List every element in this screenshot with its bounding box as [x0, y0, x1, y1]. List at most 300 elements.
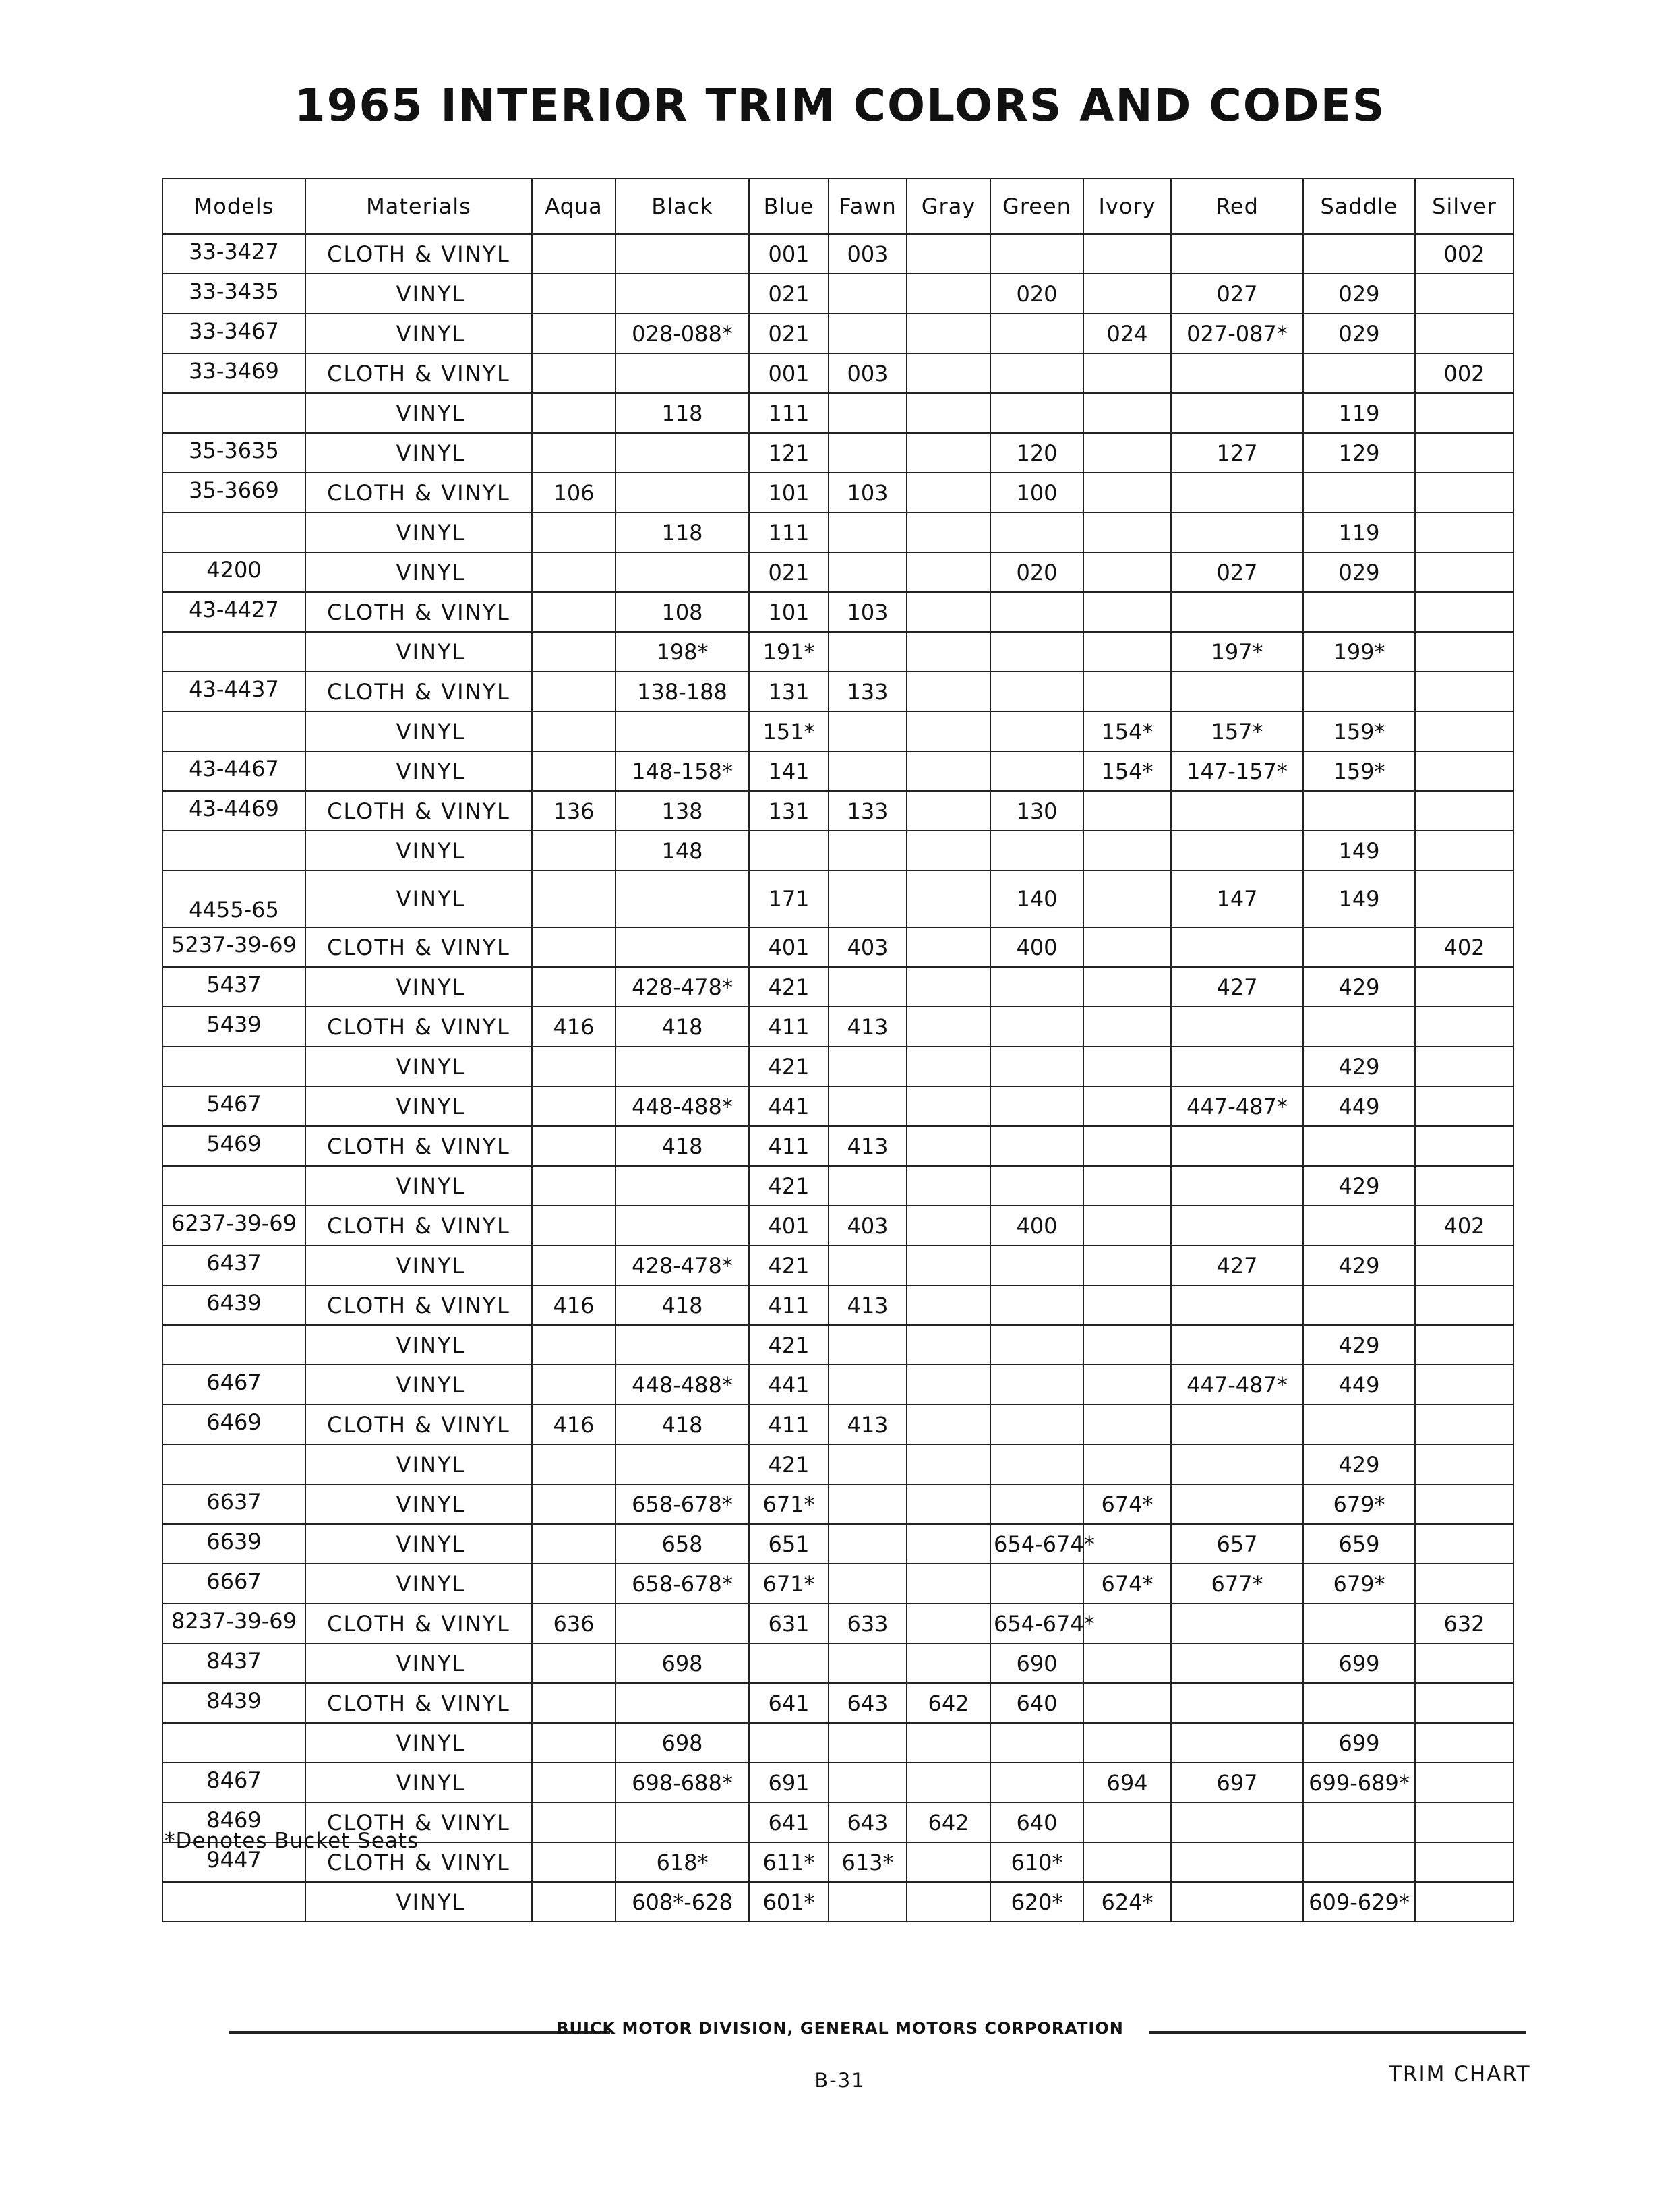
- trim-code-cell: [1415, 1842, 1513, 1882]
- trim-code-cell: [532, 831, 616, 871]
- trim-code-cell: [532, 632, 616, 672]
- trim-code-cell: [907, 1365, 990, 1405]
- trim-code-cell: [532, 512, 616, 552]
- trim-code-cell: [829, 1047, 907, 1086]
- model-cell: [162, 831, 305, 871]
- trim-code-cell: 024: [1083, 314, 1171, 353]
- trim-code-cell: [532, 672, 616, 711]
- trim-code-cell: [1083, 473, 1171, 512]
- trim-code-cell: [1415, 512, 1513, 552]
- table-row: [162, 1245, 1513, 1285]
- trim-code-cell: [1303, 791, 1415, 831]
- trim-code-cell: [532, 1882, 616, 1922]
- trim-code-cell: [1083, 1802, 1171, 1842]
- trim-code-cell: 421: [749, 1325, 829, 1365]
- material-cell: VINYL: [305, 1484, 532, 1524]
- trim-code-cell: [532, 1802, 616, 1842]
- trim-code-cell: 641: [749, 1802, 829, 1842]
- trim-code-cell: [1171, 1405, 1303, 1444]
- trim-code-cell: [829, 1723, 907, 1763]
- trim-code-cell: 640: [990, 1683, 1083, 1723]
- trim-code-cell: [1415, 967, 1513, 1007]
- trim-code-cell: 136: [532, 791, 616, 831]
- trim-code-cell: 411: [749, 1007, 829, 1047]
- trim-code-cell: [1083, 967, 1171, 1007]
- trim-code-cell: 658-678*: [616, 1484, 749, 1524]
- material-cell: VINYL: [305, 1245, 532, 1285]
- material-cell: VINYL: [305, 1325, 532, 1365]
- trim-code-cell: [1171, 672, 1303, 711]
- trim-code-cell: [1171, 1604, 1303, 1643]
- trim-code-cell: [1303, 1126, 1415, 1166]
- trim-code-cell: [829, 433, 907, 473]
- table-row: [162, 393, 1513, 433]
- trim-code-cell: [829, 552, 907, 592]
- trim-code-cell: [1415, 1245, 1513, 1285]
- trim-code-cell: [1415, 1086, 1513, 1126]
- material-cell: VINYL: [305, 1643, 532, 1683]
- trim-code-cell: [532, 274, 616, 314]
- trim-code-cell: 100: [990, 473, 1083, 512]
- trim-code-cell: [990, 1285, 1083, 1325]
- trim-code-cell: 427: [1171, 1245, 1303, 1285]
- trim-code-cell: [907, 831, 990, 871]
- trim-code-cell: [990, 1484, 1083, 1524]
- trim-code-cell: 418: [616, 1285, 749, 1325]
- trim-code-cell: 418: [616, 1405, 749, 1444]
- trim-code-cell: [532, 1325, 616, 1365]
- model-cell: 5439: [162, 1007, 305, 1047]
- trim-code-cell: [532, 1086, 616, 1126]
- trim-code-cell: [907, 234, 990, 274]
- trim-code-cell: [1171, 1047, 1303, 1086]
- trim-code-cell: 643: [829, 1802, 907, 1842]
- trim-code-cell: 027-087*: [1171, 314, 1303, 353]
- material-cell: CLOTH & VINYL: [305, 1285, 532, 1325]
- trim-code-cell: [1415, 1683, 1513, 1723]
- trim-code-cell: [1415, 393, 1513, 433]
- trim-code-cell: [749, 831, 829, 871]
- trim-code-cell: [829, 751, 907, 791]
- model-cell: 33-3435: [162, 274, 305, 314]
- trim-code-cell: 149: [1303, 871, 1415, 927]
- trim-code-cell: [1303, 1802, 1415, 1842]
- trim-code-cell: 133: [829, 672, 907, 711]
- trim-code-cell: 111: [749, 512, 829, 552]
- trim-code-cell: 101: [749, 592, 829, 632]
- trim-code-cell: 198*: [616, 632, 749, 672]
- trim-code-cell: [532, 1564, 616, 1604]
- trim-code-cell: 624*: [1083, 1882, 1171, 1922]
- trim-code-cell: 429: [1303, 1245, 1415, 1285]
- trim-code-cell: 643: [829, 1683, 907, 1723]
- column-header: Gray: [907, 179, 990, 234]
- trim-code-cell: 601*: [749, 1882, 829, 1922]
- table-row: [162, 1007, 1513, 1047]
- trim-code-cell: [907, 871, 990, 927]
- trim-code-cell: [1171, 1683, 1303, 1723]
- trim-code-cell: [532, 393, 616, 433]
- model-cell: 8237-39-69: [162, 1604, 305, 1643]
- trim-code-cell: [532, 1245, 616, 1285]
- trim-code-cell: [1083, 1405, 1171, 1444]
- trim-code-cell: 021: [749, 314, 829, 353]
- trim-code-cell: [1415, 1484, 1513, 1524]
- material-cell: VINYL: [305, 967, 532, 1007]
- table-row: [162, 1285, 1513, 1325]
- trim-code-cell: 403: [829, 1206, 907, 1245]
- model-cell: 33-3427: [162, 234, 305, 274]
- model-cell: 6667: [162, 1564, 305, 1604]
- trim-code-cell: [1415, 1405, 1513, 1444]
- trim-code-cell: 447-487*: [1171, 1086, 1303, 1126]
- trim-code-cell: 640: [990, 1802, 1083, 1842]
- trim-code-cell: [829, 1245, 907, 1285]
- trim-code-cell: [1415, 1524, 1513, 1564]
- trim-code-cell: [1083, 592, 1171, 632]
- material-cell: VINYL: [305, 1047, 532, 1086]
- trim-code-cell: [1083, 1206, 1171, 1245]
- model-cell: 5237-39-69: [162, 927, 305, 967]
- trim-code-cell: 418: [616, 1126, 749, 1166]
- trim-code-cell: [907, 512, 990, 552]
- material-cell: VINYL: [305, 1882, 532, 1922]
- model-cell: [162, 393, 305, 433]
- footer-rule-right: [1149, 2031, 1526, 2034]
- page-title: 1965 INTERIOR TRIM COLORS AND CODES: [294, 80, 1386, 131]
- trim-code-cell: [616, 871, 749, 927]
- material-cell: CLOTH & VINYL: [305, 672, 532, 711]
- trim-code-cell: 657: [1171, 1524, 1303, 1564]
- trim-code-cell: 133: [829, 791, 907, 831]
- table-row: [162, 1723, 1513, 1763]
- trim-code-cell: 121: [749, 433, 829, 473]
- material-cell: VINYL: [305, 393, 532, 433]
- trim-code-cell: [1303, 1842, 1415, 1882]
- trim-code-cell: [1171, 1325, 1303, 1365]
- model-cell: 35-3669: [162, 473, 305, 512]
- material-cell: VINYL: [305, 552, 532, 592]
- trim-code-cell: [616, 711, 749, 751]
- trim-code-cell: [1415, 1126, 1513, 1166]
- trim-code-cell: [1303, 1007, 1415, 1047]
- trim-code-cell: 131: [749, 791, 829, 831]
- material-cell: VINYL: [305, 1444, 532, 1484]
- model-cell: 6639: [162, 1524, 305, 1564]
- material-cell: VINYL: [305, 314, 532, 353]
- trim-code-cell: [1083, 1524, 1171, 1564]
- trim-code-cell: [1083, 1365, 1171, 1405]
- table-row: [162, 1444, 1513, 1484]
- trim-code-cell: 159*: [1303, 751, 1415, 791]
- trim-code-cell: [990, 831, 1083, 871]
- trim-code-cell: [1415, 1325, 1513, 1365]
- trim-code-cell: 021: [749, 274, 829, 314]
- trim-code-cell: 171: [749, 871, 829, 927]
- trim-code-cell: 400: [990, 927, 1083, 967]
- trim-code-cell: 447-487*: [1171, 1365, 1303, 1405]
- trim-code-cell: [829, 1643, 907, 1683]
- trim-code-cell: [532, 1365, 616, 1405]
- trim-code-cell: [1083, 353, 1171, 393]
- trim-code-cell: [990, 1047, 1083, 1086]
- trim-code-cell: [1171, 791, 1303, 831]
- trim-code-cell: 697: [1171, 1763, 1303, 1802]
- trim-code-cell: [829, 1325, 907, 1365]
- model-cell: 8469: [162, 1802, 305, 1842]
- trim-code-cell: [1415, 1444, 1513, 1484]
- trim-code-cell: [1171, 393, 1303, 433]
- trim-code-cell: [907, 1484, 990, 1524]
- trim-code-cell: [1083, 1683, 1171, 1723]
- trim-code-cell: [1083, 274, 1171, 314]
- trim-code-cell: 103: [829, 473, 907, 512]
- table-row: [162, 1763, 1513, 1802]
- material-cell: CLOTH & VINYL: [305, 1007, 532, 1047]
- table-row: [162, 1524, 1513, 1564]
- trim-code-cell: 401: [749, 1206, 829, 1245]
- table-row: [162, 1643, 1513, 1683]
- trim-code-cell: 633: [829, 1604, 907, 1643]
- trim-code-cell: 402: [1415, 1206, 1513, 1245]
- trim-code-cell: [532, 1206, 616, 1245]
- table-row: [162, 274, 1513, 314]
- trim-code-cell: 003: [829, 234, 907, 274]
- trim-code-cell: 027: [1171, 274, 1303, 314]
- trim-code-cell: [616, 1444, 749, 1484]
- trim-code-cell: [907, 592, 990, 632]
- trim-code-cell: 448-488*: [616, 1365, 749, 1405]
- trim-code-cell: [1171, 1126, 1303, 1166]
- column-header: Blue: [749, 179, 829, 234]
- trim-code-cell: 191*: [749, 632, 829, 672]
- trim-code-cell: 632: [1415, 1604, 1513, 1643]
- trim-code-cell: [616, 234, 749, 274]
- material-cell: VINYL: [305, 1723, 532, 1763]
- trim-code-cell: [907, 1206, 990, 1245]
- trim-code-cell: [1171, 1166, 1303, 1206]
- trim-code-cell: [907, 1126, 990, 1166]
- trim-code-cell: 411: [749, 1126, 829, 1166]
- trim-code-cell: [532, 433, 616, 473]
- trim-code-cell: [829, 274, 907, 314]
- trim-code-cell: 618*: [616, 1842, 749, 1882]
- model-cell: 6469: [162, 1405, 305, 1444]
- table-row: [162, 711, 1513, 751]
- trim-code-cell: [616, 274, 749, 314]
- trim-code-cell: [1083, 512, 1171, 552]
- model-cell: [162, 1444, 305, 1484]
- trim-code-cell: [1083, 1325, 1171, 1365]
- trim-code-cell: 677*: [1171, 1564, 1303, 1604]
- trim-code-cell: 402: [1415, 927, 1513, 967]
- trim-code-cell: 448-488*: [616, 1086, 749, 1126]
- trim-code-cell: 427: [1171, 967, 1303, 1007]
- trim-code-cell: [907, 1524, 990, 1564]
- material-cell: CLOTH & VINYL: [305, 234, 532, 274]
- table-body: [162, 234, 1513, 1922]
- trim-code-cell: [1083, 1126, 1171, 1166]
- trim-code-cell: [1171, 473, 1303, 512]
- trim-code-cell: [1303, 927, 1415, 967]
- column-header: Green: [990, 179, 1083, 234]
- trim-code-cell: 197*: [1171, 632, 1303, 672]
- trim-code-cell: [990, 967, 1083, 1007]
- trim-code-cell: [1415, 632, 1513, 672]
- trim-code-cell: 403: [829, 927, 907, 967]
- trim-code-cell: [1083, 1723, 1171, 1763]
- trim-code-cell: 429: [1303, 1047, 1415, 1086]
- material-cell: VINYL: [305, 831, 532, 871]
- trim-code-cell: [990, 1166, 1083, 1206]
- trim-code-cell: 108: [616, 592, 749, 632]
- table-row: [162, 314, 1513, 353]
- trim-code-cell: 411: [749, 1405, 829, 1444]
- model-cell: 33-3469: [162, 353, 305, 393]
- trim-code-cell: [907, 1285, 990, 1325]
- trim-code-cell: [1415, 791, 1513, 831]
- table-row: [162, 831, 1513, 871]
- trim-code-cell: [907, 632, 990, 672]
- trim-code-cell: [907, 1643, 990, 1683]
- trim-code-cell: 138: [616, 791, 749, 831]
- trim-code-cell: 001: [749, 234, 829, 274]
- model-cell: 33-3467: [162, 314, 305, 353]
- trim-code-cell: [1083, 672, 1171, 711]
- table-row: [162, 1683, 1513, 1723]
- trim-code-cell: [829, 1444, 907, 1484]
- trim-code-cell: [1083, 927, 1171, 967]
- trim-code-cell: 111: [749, 393, 829, 433]
- trim-code-cell: 416: [532, 1007, 616, 1047]
- trim-code-cell: [1083, 1444, 1171, 1484]
- trim-code-cell: [532, 552, 616, 592]
- trim-code-cell: [1415, 473, 1513, 512]
- footnote: *Denotes Bucket Seats: [164, 1829, 419, 1853]
- trim-code-cell: [1083, 1047, 1171, 1086]
- trim-code-cell: [990, 393, 1083, 433]
- trim-code-cell: [907, 1047, 990, 1086]
- trim-code-cell: 106: [532, 473, 616, 512]
- trim-code-cell: [907, 314, 990, 353]
- trim-code-cell: 613*: [829, 1842, 907, 1882]
- footer-organization: BUICK MOTOR DIVISION, GENERAL MOTORS CORPORATION: [556, 2019, 1124, 2038]
- trim-code-cell: 690: [990, 1643, 1083, 1683]
- trim-code-cell: [1083, 791, 1171, 831]
- trim-code-cell: 103: [829, 592, 907, 632]
- trim-code-cell: [990, 672, 1083, 711]
- trim-code-cell: [532, 1444, 616, 1484]
- trim-code-cell: 658: [616, 1524, 749, 1564]
- trim-code-cell: [907, 1245, 990, 1285]
- model-cell: 43-4437: [162, 672, 305, 711]
- trim-code-cell: 421: [749, 1245, 829, 1285]
- trim-code-cell: [532, 927, 616, 967]
- trim-code-cell: [532, 1842, 616, 1882]
- trim-code-cell: [1083, 433, 1171, 473]
- trim-code-cell: 413: [829, 1126, 907, 1166]
- trim-code-cell: [532, 234, 616, 274]
- table-row: [162, 512, 1513, 552]
- trim-code-cell: 120: [990, 433, 1083, 473]
- trim-code-cell: [829, 1564, 907, 1604]
- trim-code-cell: [990, 512, 1083, 552]
- material-cell: VINYL: [305, 1524, 532, 1564]
- trim-code-cell: 138-188: [616, 672, 749, 711]
- trim-code-cell: [532, 314, 616, 353]
- trim-code-cell: 028-088*: [616, 314, 749, 353]
- trim-code-cell: 416: [532, 1405, 616, 1444]
- trim-code-cell: [907, 1763, 990, 1802]
- trim-code-cell: [1083, 871, 1171, 927]
- trim-code-cell: [829, 1763, 907, 1802]
- trim-code-cell: [829, 314, 907, 353]
- trim-code-cell: [532, 1484, 616, 1524]
- trim-code-cell: [1303, 234, 1415, 274]
- trim-code-cell: 020: [990, 552, 1083, 592]
- trim-code-cell: 642: [907, 1683, 990, 1723]
- trim-code-cell: 400: [990, 1206, 1083, 1245]
- trim-code-cell: [1171, 234, 1303, 274]
- material-cell: CLOTH & VINYL: [305, 1802, 532, 1842]
- trim-code-cell: [907, 1604, 990, 1643]
- trim-code-cell: [1415, 751, 1513, 791]
- material-cell: VINYL: [305, 632, 532, 672]
- table-row: [162, 967, 1513, 1007]
- model-cell: 6467: [162, 1365, 305, 1405]
- trim-code-cell: 449: [1303, 1365, 1415, 1405]
- trim-code-cell: [1171, 592, 1303, 632]
- trim-code-cell: [1303, 592, 1415, 632]
- trim-code-cell: [907, 711, 990, 751]
- trim-code-cell: [749, 1723, 829, 1763]
- trim-code-cell: [616, 1683, 749, 1723]
- trim-code-cell: [1171, 512, 1303, 552]
- trim-code-cell: 002: [1415, 353, 1513, 393]
- material-cell: VINYL: [305, 274, 532, 314]
- trim-code-cell: 609-629*: [1303, 1882, 1415, 1922]
- trim-code-cell: 674*: [1083, 1564, 1171, 1604]
- model-cell: 8439: [162, 1683, 305, 1723]
- trim-code-cell: [990, 1325, 1083, 1365]
- trim-code-cell: [829, 1882, 907, 1922]
- trim-code-cell: [907, 672, 990, 711]
- trim-code-cell: [532, 871, 616, 927]
- trim-code-cell: 413: [829, 1007, 907, 1047]
- trim-code-cell: [532, 711, 616, 751]
- material-cell: CLOTH & VINYL: [305, 1405, 532, 1444]
- trim-code-cell: [907, 1842, 990, 1882]
- trim-code-cell: 421: [749, 1166, 829, 1206]
- trim-code-cell: [907, 274, 990, 314]
- trim-code-cell: [1415, 871, 1513, 927]
- material-cell: VINYL: [305, 1365, 532, 1405]
- trim-code-cell: 149: [1303, 831, 1415, 871]
- model-cell: 35-3635: [162, 433, 305, 473]
- trim-code-cell: [1415, 1643, 1513, 1683]
- table-row: [162, 1405, 1513, 1444]
- table-row: [162, 473, 1513, 512]
- trim-code-cell: [990, 1086, 1083, 1126]
- trim-code-cell: 631: [749, 1604, 829, 1643]
- table-row: [162, 632, 1513, 672]
- material-cell: CLOTH & VINYL: [305, 791, 532, 831]
- model-cell: 9447: [162, 1842, 305, 1882]
- table-row: [162, 1882, 1513, 1922]
- trim-code-cell: 679*: [1303, 1484, 1415, 1524]
- trim-code-cell: [1303, 1683, 1415, 1723]
- trim-code-cell: 147-157*: [1171, 751, 1303, 791]
